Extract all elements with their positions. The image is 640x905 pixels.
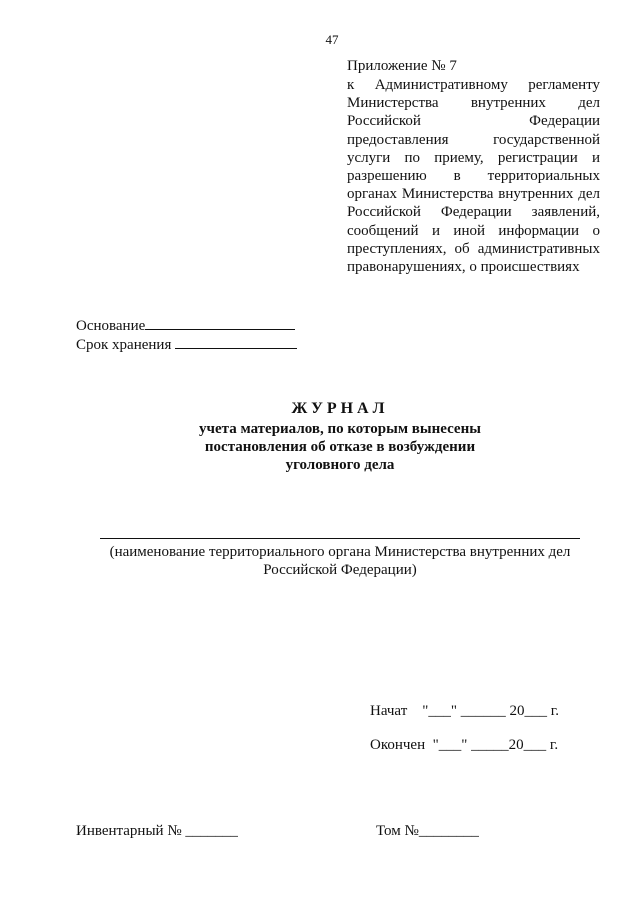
basis-field: [76, 315, 295, 335]
journal-subtitle: [180, 420, 500, 474]
volume-field: [376, 823, 479, 840]
appendix-title: Приложение № 7: [347, 58, 457, 74]
ended-blank: "___" _____20___ г.: [432, 737, 559, 753]
started-date: [370, 703, 559, 720]
appendix-line: правонарушениях, о происшествиях: [347, 259, 580, 276]
organ-caption-line: Российской Федерации): [263, 562, 417, 578]
journal-subtitle-line: постановления об отказе в возбуждении: [204, 439, 476, 455]
journal-subtitle-line: уголовного дела: [285, 457, 395, 473]
inventory-label: Инвентарный №: [76, 823, 182, 839]
started-label: Начат: [370, 703, 408, 719]
appendix-line: преступлениях, об административных: [347, 240, 600, 257]
organ-caption: [90, 543, 590, 579]
appendix-line: Российской Федерации заявлений,: [347, 204, 600, 221]
organ-caption-line: (наименование территориального органа Министерства внутренних дел: [109, 544, 571, 560]
started-blank: "___" ______ 20___ г.: [422, 703, 559, 719]
volume-blank: ________: [418, 823, 479, 839]
appendix-line: услуги по приему, регистрации и: [347, 149, 600, 166]
appendix-line: сообщений и иной информации о: [347, 222, 600, 239]
ended-label: Окончен: [370, 737, 426, 753]
ended-date: [370, 737, 558, 754]
page-number: 47: [325, 32, 339, 47]
appendix-line: Российской Федерации: [347, 113, 600, 130]
inventory-field: [76, 823, 238, 840]
basis-label: Основание: [76, 318, 146, 334]
storage-label: Срок хранения: [76, 337, 172, 353]
appendix-line: разрешению в территориальных: [347, 168, 600, 185]
appendix-line: предоставления государственной: [347, 131, 600, 148]
appendix-line: к Административному регламенту: [347, 77, 600, 93]
journal-title: ЖУРНАЛ: [291, 400, 389, 417]
organ-name-line: [100, 538, 580, 539]
storage-field: [76, 334, 297, 354]
inventory-blank: _______: [185, 823, 238, 839]
appendix-line: Министерства внутренних дел: [347, 95, 600, 112]
storage-blank: [175, 334, 297, 349]
appendix-line: органах Министерства внутренних дел: [347, 186, 600, 203]
journal-subtitle-line: учета материалов, по которым вынесены: [199, 421, 481, 437]
basis-blank: [145, 315, 295, 330]
volume-label: Том №: [376, 823, 419, 839]
appendix-body: [347, 76, 600, 276]
